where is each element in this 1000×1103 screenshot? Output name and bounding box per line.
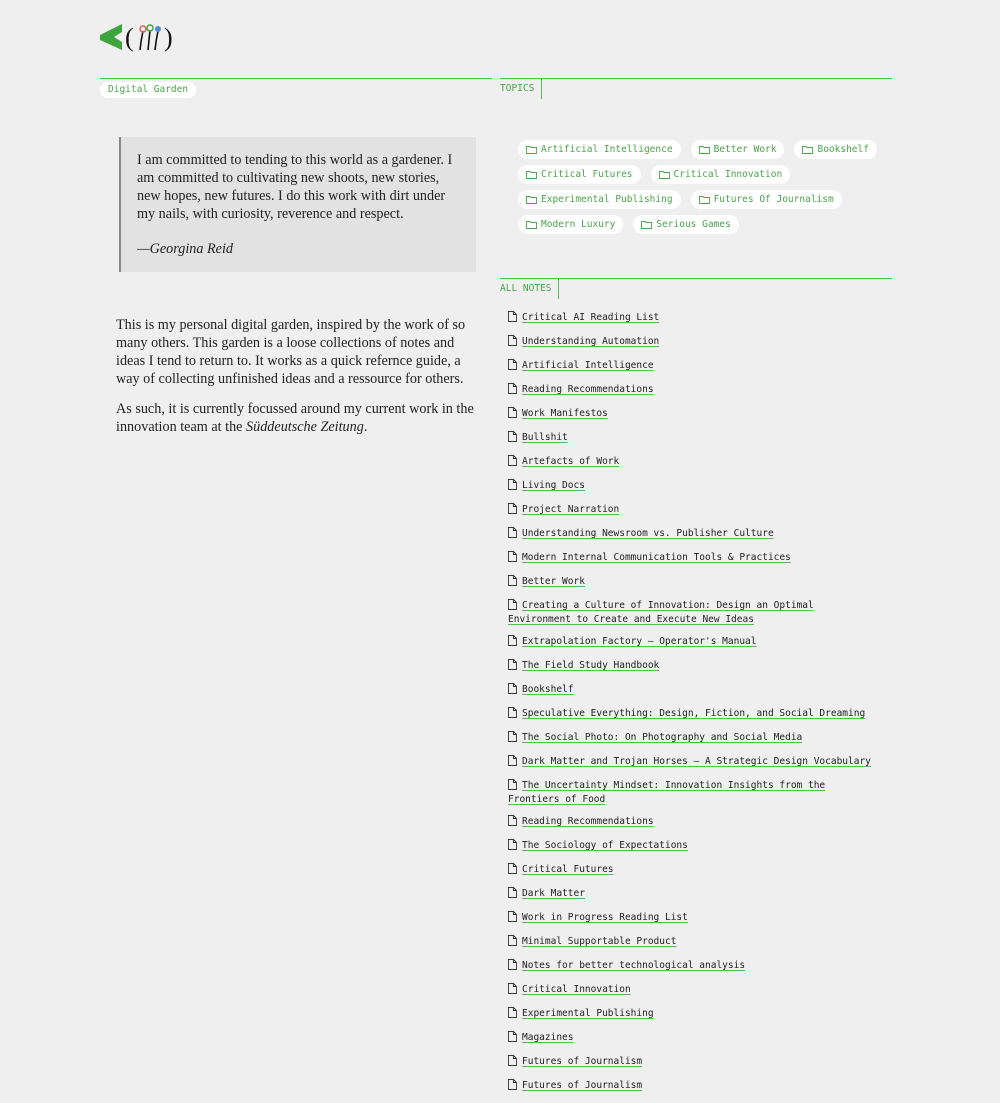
note-title: Artificial Intelligence bbox=[522, 360, 654, 371]
topic-label: Experimental Publishing bbox=[541, 194, 673, 205]
intro-paragraph-1: This is my personal digital garden, inspired by the work of so many others. This garden is a loose collections of notes and ideas I tend to return to. It works as a quick refernce guide, a way of collecting unfinished ideas and a ressource for others. bbox=[116, 317, 466, 387]
topic-label: Critical Futures bbox=[541, 169, 633, 180]
note-title: Dark Matter bbox=[522, 888, 585, 899]
note-title: Creating a Culture of Innovation: Design an Optimal Environment to Create and Execute New Ideas bbox=[508, 600, 814, 625]
document-icon bbox=[508, 779, 517, 794]
document-icon bbox=[508, 983, 517, 998]
folder-icon bbox=[641, 220, 652, 229]
note-link[interactable] bbox=[508, 935, 878, 950]
note-link[interactable] bbox=[508, 731, 878, 746]
topic-label: Bookshelf bbox=[817, 144, 869, 155]
note-link[interactable] bbox=[508, 359, 878, 374]
note-link[interactable] bbox=[508, 1079, 878, 1094]
note-link[interactable] bbox=[508, 755, 878, 770]
topic-pill[interactable] bbox=[794, 140, 876, 159]
note-title: Critical Futures bbox=[522, 864, 614, 875]
document-icon bbox=[508, 755, 517, 770]
note-title: Speculative Everything: Design, Fiction, and Social Dreaming bbox=[522, 708, 866, 719]
topic-pill[interactable] bbox=[518, 190, 681, 209]
folder-icon bbox=[526, 145, 537, 154]
note-link[interactable] bbox=[508, 959, 878, 974]
document-icon bbox=[508, 935, 517, 950]
left-section-divider bbox=[100, 78, 492, 79]
document-icon bbox=[508, 527, 517, 542]
note-title: Reading Recommendations bbox=[522, 816, 654, 827]
topic-pill[interactable] bbox=[691, 140, 785, 159]
note-title: Critical AI Reading List bbox=[522, 312, 660, 323]
topic-pill[interactable] bbox=[518, 215, 623, 234]
note-link[interactable] bbox=[508, 455, 878, 470]
folder-icon bbox=[699, 145, 710, 154]
document-icon bbox=[508, 359, 517, 374]
note-title: Better Work bbox=[522, 576, 585, 587]
document-icon bbox=[508, 707, 517, 722]
document-icon bbox=[508, 815, 517, 830]
publication-name: Süddeutsche Zeitung bbox=[246, 419, 364, 435]
note-link[interactable] bbox=[508, 599, 878, 626]
topic-pill[interactable] bbox=[518, 140, 681, 159]
note-title: Work Manifestos bbox=[522, 408, 608, 419]
topics-heading: TOPICS bbox=[500, 79, 542, 99]
note-link[interactable] bbox=[508, 407, 878, 422]
note-title: Living Docs bbox=[522, 480, 585, 491]
notes-list bbox=[508, 311, 878, 1103]
document-icon bbox=[508, 383, 517, 398]
note-title: Futures of Journalism bbox=[522, 1080, 643, 1091]
intro-paragraph-2-end: . bbox=[363, 419, 368, 435]
document-icon bbox=[508, 659, 517, 674]
document-icon bbox=[508, 1031, 517, 1046]
note-link[interactable] bbox=[508, 887, 878, 902]
document-icon bbox=[508, 335, 517, 350]
topic-label: Serious Games bbox=[656, 219, 731, 230]
note-title: Understanding Automation bbox=[522, 336, 660, 347]
folder-icon bbox=[802, 145, 813, 154]
note-link[interactable] bbox=[508, 659, 878, 674]
note-link[interactable] bbox=[508, 1031, 878, 1046]
note-title: Futures of Journalism bbox=[522, 1056, 643, 1067]
note-link[interactable] bbox=[508, 311, 878, 326]
document-icon bbox=[508, 575, 517, 590]
garden-logo[interactable] bbox=[100, 20, 174, 54]
note-link[interactable] bbox=[508, 863, 878, 878]
note-link[interactable] bbox=[508, 635, 878, 650]
topic-label: Critical Innovation bbox=[673, 169, 783, 180]
note-title: Work in Progress Reading List bbox=[522, 912, 688, 923]
digital-garden-label: Digital Garden bbox=[100, 82, 196, 98]
svg-text:): ) bbox=[164, 23, 173, 52]
document-icon bbox=[508, 887, 517, 902]
note-link[interactable] bbox=[508, 335, 878, 350]
document-icon bbox=[508, 599, 517, 614]
topic-pill[interactable] bbox=[691, 190, 842, 209]
topic-pill[interactable] bbox=[518, 165, 641, 184]
note-title: The Social Photo: On Photography and Social Media bbox=[522, 732, 803, 743]
folder-icon bbox=[526, 195, 537, 204]
document-icon bbox=[508, 551, 517, 566]
document-icon bbox=[508, 431, 517, 446]
note-link[interactable] bbox=[508, 911, 878, 926]
document-icon bbox=[508, 311, 517, 326]
document-icon bbox=[508, 839, 517, 854]
note-link[interactable] bbox=[508, 983, 878, 998]
note-title: Modern Internal Communication Tools & Practices bbox=[522, 552, 791, 563]
note-title: Critical Innovation bbox=[522, 984, 631, 995]
note-title: Magazines bbox=[522, 1032, 574, 1043]
document-icon bbox=[508, 1079, 517, 1094]
document-icon bbox=[508, 503, 517, 518]
intro-text bbox=[116, 316, 481, 448]
note-link[interactable] bbox=[508, 707, 878, 722]
note-link[interactable] bbox=[508, 431, 878, 446]
note-link[interactable] bbox=[508, 1007, 878, 1022]
topic-label: Modern Luxury bbox=[541, 219, 616, 230]
note-link[interactable] bbox=[508, 839, 878, 854]
svg-text:(: ( bbox=[125, 23, 134, 52]
note-title: Understanding Newsroom vs. Publisher Culture bbox=[522, 528, 774, 539]
topic-label: Futures Of Journalism bbox=[713, 194, 834, 205]
note-title: Artefacts of Work bbox=[522, 456, 620, 467]
topic-pill[interactable] bbox=[633, 215, 738, 234]
note-link[interactable] bbox=[508, 1055, 878, 1070]
note-link[interactable] bbox=[508, 527, 878, 542]
note-link[interactable] bbox=[508, 683, 878, 698]
note-title: Minimal Supportable Product bbox=[522, 936, 677, 947]
note-title: The Uncertainty Mindset: Innovation Insights from the Frontiers of Food bbox=[508, 780, 826, 805]
note-title: Extrapolation Factory – Operator's Manual bbox=[522, 636, 757, 647]
document-icon bbox=[508, 731, 517, 746]
note-title: Project Narration bbox=[522, 504, 620, 515]
document-icon bbox=[508, 407, 517, 422]
document-icon bbox=[508, 479, 517, 494]
document-icon bbox=[508, 455, 517, 470]
document-icon bbox=[508, 863, 517, 878]
note-title: Notes for better technological analysis bbox=[522, 960, 746, 971]
folder-icon bbox=[526, 170, 537, 179]
note-link[interactable] bbox=[508, 383, 878, 398]
note-title: Bullshit bbox=[522, 432, 568, 443]
intro-paragraph-2-text: As such, it is currently focussed around my current work in the innovation team at the bbox=[116, 401, 474, 435]
topic-label: Artificial Intelligence bbox=[541, 144, 673, 155]
note-link[interactable] bbox=[508, 815, 878, 830]
note-link[interactable] bbox=[508, 779, 878, 806]
note-title: Reading Recommendations bbox=[522, 384, 654, 395]
document-icon bbox=[508, 1055, 517, 1070]
note-title: Bookshelf bbox=[522, 684, 574, 695]
document-icon bbox=[508, 959, 517, 974]
topics-list bbox=[518, 140, 878, 234]
intro-paragraph-2 bbox=[116, 400, 481, 436]
document-icon bbox=[508, 911, 517, 926]
quote-author: —Georgina Reid bbox=[137, 241, 234, 257]
document-icon bbox=[508, 635, 517, 650]
document-icon bbox=[508, 683, 517, 698]
topic-label: Better Work bbox=[713, 144, 777, 155]
note-link[interactable] bbox=[508, 575, 878, 590]
topic-pill[interactable] bbox=[651, 165, 791, 184]
note-link[interactable] bbox=[508, 551, 878, 566]
note-title: The Field Study Handbook bbox=[522, 660, 660, 671]
quote-text: I am committed to tending to this world as a gardener. I am committed to cultivating new shoots, new stories, new hopes, new futures. I do this work with dirt under my nails, with curiosity, reverence and respect. bbox=[137, 152, 453, 222]
quote-block bbox=[119, 137, 476, 272]
topics-section-divider bbox=[500, 78, 892, 79]
folder-icon bbox=[659, 170, 670, 179]
folder-icon bbox=[526, 220, 537, 229]
all-notes-heading: ALL NOTES bbox=[500, 279, 559, 299]
garden-logo-icon bbox=[100, 20, 174, 54]
note-title: Experimental Publishing bbox=[522, 1008, 654, 1019]
note-link[interactable] bbox=[508, 479, 878, 494]
note-link[interactable] bbox=[508, 503, 878, 518]
folder-icon bbox=[699, 195, 710, 204]
document-icon bbox=[508, 1007, 517, 1022]
note-title: The Sociology of Expectations bbox=[522, 840, 688, 851]
note-title: Dark Matter and Trojan Horses – A Strategic Design Vocabulary bbox=[522, 756, 871, 767]
